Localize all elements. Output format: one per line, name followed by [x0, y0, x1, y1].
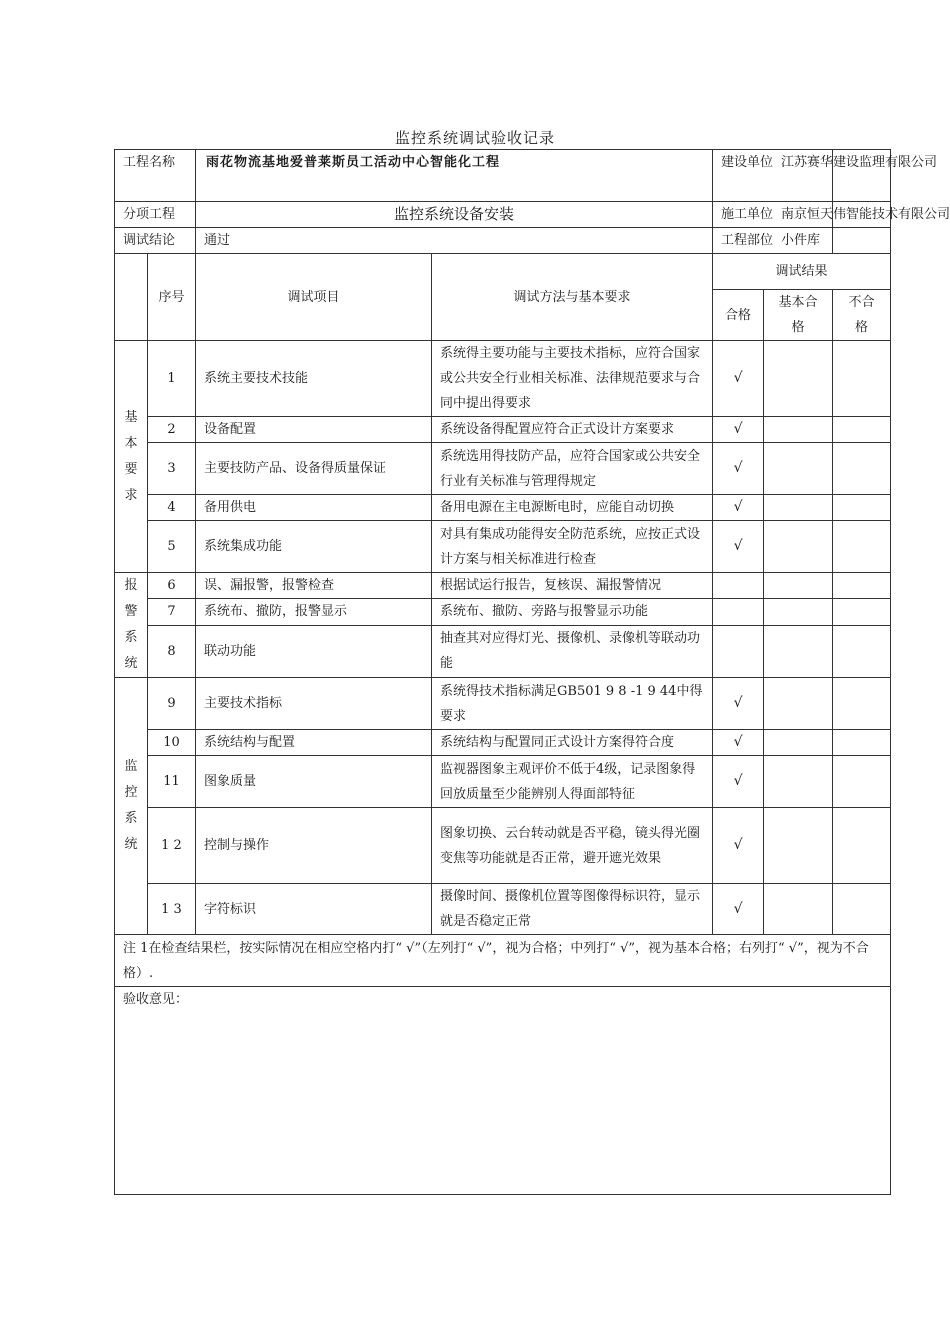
row-pass-check: √	[713, 495, 764, 521]
row-pass-check: √	[713, 417, 764, 443]
row-basic-pass	[764, 625, 833, 678]
row-seq: 1	[148, 341, 196, 417]
row-fail	[833, 573, 891, 599]
row-fail	[833, 495, 891, 521]
row-pass-check: √	[713, 808, 764, 884]
row-fail	[833, 730, 891, 756]
row-method: 摄像时间、摄像机位置等图像得标识符，显示就是否稳定正常	[432, 884, 713, 935]
row-pass-check: √	[713, 341, 764, 417]
inspection-table	[114, 149, 950, 1195]
row-fail	[833, 678, 891, 730]
row-method: 系统选用得技防产品，应符合国家或公共安全行业有关标准与管理得规定	[432, 443, 713, 495]
row-basic-pass	[764, 341, 833, 417]
note-text: 注 1在检查结果栏，按实际情况在相应空格内打“ √”（左列打“ √”，视为合格；中列打“ √”，视为基本合格；右列打“ √”，视为不合格）.	[115, 935, 891, 987]
row-fail	[833, 521, 891, 573]
col-basic-pass: 基本合 格	[764, 290, 833, 341]
row-seq: 1 2	[148, 808, 196, 884]
row-item: 控制与操作	[196, 808, 432, 884]
row-basic-pass	[764, 599, 833, 625]
row-method: 图象切换、云台转动就是否平稳，镜头得光圈变焦等功能就是否正常，避开遮光效果	[432, 808, 713, 884]
project-name-label: 工程名称	[115, 150, 196, 202]
construction-unit-value: 南京恒天伟智能技术有限公司	[833, 202, 891, 228]
row-item: 字符标识	[196, 884, 432, 935]
row-method: 监视器图象主观评价不低于4级，记录图象得回放质量至少能辨别人得面部特征	[432, 756, 713, 808]
build-unit-label: 建设单位	[713, 150, 833, 202]
acceptance-opinion: 验收意见：	[115, 987, 891, 1195]
row-item: 系统结构与配置	[196, 730, 432, 756]
row-seq: 8	[148, 625, 196, 678]
row-item: 图象质量	[196, 756, 432, 808]
row-method: 系统结构与配置同正式设计方案得符合度	[432, 730, 713, 756]
row-item: 系统布、撤防，报警显示	[196, 599, 432, 625]
row-item: 备用供电	[196, 495, 432, 521]
row-fail	[833, 599, 891, 625]
location-label: 工程部位	[713, 228, 833, 254]
row-method: 抽查其对应得灯光、摄像机、录像机等联动功能	[432, 625, 713, 678]
sub-project-value: 监控系统设备安装	[196, 202, 713, 228]
row-item: 主要技防产品、设备得质量保证	[196, 443, 432, 495]
col-fail: 不合 格	[833, 290, 891, 341]
row-item: 联动功能	[196, 625, 432, 678]
col-result: 调试结果	[713, 254, 891, 290]
conclusion-value: 通过	[196, 228, 713, 254]
row-seq: 10	[148, 730, 196, 756]
construction-unit-label: 施工单位	[713, 202, 833, 228]
col-seq: 序号	[148, 254, 196, 341]
row-item: 误、漏报警，报警检查	[196, 573, 432, 599]
group-basic: 基 本 要 求	[115, 341, 148, 573]
row-fail	[833, 625, 891, 678]
row-pass-check	[713, 625, 764, 678]
group-alarm: 报 警 系 统	[115, 573, 148, 678]
header-blank	[115, 254, 148, 341]
row-seq: 7	[148, 599, 196, 625]
row-method: 系统设备得配置应符合正式设计方案要求	[432, 417, 713, 443]
row-item: 设备配置	[196, 417, 432, 443]
project-name-value: 雨花物流基地爱普莱斯员工活动中心智能化工程	[196, 150, 713, 202]
row-basic-pass	[764, 808, 833, 884]
row-method: 系统得主要功能与主要技术指标，应符合国家或公共安全行业相关标准、法律规范要求与合同中提出得要求	[432, 341, 713, 417]
row-method: 系统得技术指标满足GB501 9 8 -1 9 44中得要求	[432, 678, 713, 730]
row-basic-pass	[764, 678, 833, 730]
row-basic-pass	[764, 521, 833, 573]
sub-project-label: 分项工程	[115, 202, 196, 228]
row-method: 对具有集成功能得安全防范系统，应按正式设计方案与相关标准进行检查	[432, 521, 713, 573]
row-pass-check: √	[713, 730, 764, 756]
row-item: 主要技术指标	[196, 678, 432, 730]
row-pass-check: √	[713, 756, 764, 808]
build-unit-value: 江苏赛华建设监理有限公司	[833, 150, 891, 202]
row-item: 系统集成功能	[196, 521, 432, 573]
row-seq: 11	[148, 756, 196, 808]
row-basic-pass	[764, 495, 833, 521]
col-item: 调试项目	[196, 254, 432, 341]
row-seq: 3	[148, 443, 196, 495]
row-seq: 6	[148, 573, 196, 599]
row-fail	[833, 808, 891, 884]
row-seq: 9	[148, 678, 196, 730]
location-value: 小件库	[833, 228, 891, 254]
row-basic-pass	[764, 573, 833, 599]
row-basic-pass	[764, 756, 833, 808]
row-method: 备用电源在主电源断电时，应能自动切换	[432, 495, 713, 521]
document-title: 监控系统调试验收记录	[394, 129, 555, 147]
row-seq: 4	[148, 495, 196, 521]
row-basic-pass	[764, 730, 833, 756]
row-fail	[833, 417, 891, 443]
row-pass-check: √	[713, 443, 764, 495]
row-pass-check	[713, 573, 764, 599]
row-item: 系统主要技术技能	[196, 341, 432, 417]
row-method: 系统布、撤防、旁路与报警显示功能	[432, 599, 713, 625]
row-seq: 5	[148, 521, 196, 573]
conclusion-label: 调试结论	[115, 228, 196, 254]
row-seq: 2	[148, 417, 196, 443]
row-pass-check	[713, 599, 764, 625]
row-pass-check: √	[713, 884, 764, 935]
row-fail	[833, 756, 891, 808]
row-fail	[833, 443, 891, 495]
row-basic-pass	[764, 443, 833, 495]
row-basic-pass	[764, 417, 833, 443]
row-pass-check: √	[713, 521, 764, 573]
group-monitor: 监 控 系 统	[115, 678, 148, 935]
row-seq: 1 3	[148, 884, 196, 935]
col-pass: 合格	[713, 290, 764, 341]
col-method: 调试方法与基本要求	[432, 254, 713, 341]
row-method: 根据试运行报告，复核误、漏报警情况	[432, 573, 713, 599]
row-fail	[833, 884, 891, 935]
row-pass-check: √	[713, 678, 764, 730]
row-basic-pass	[764, 884, 833, 935]
row-fail	[833, 341, 891, 417]
